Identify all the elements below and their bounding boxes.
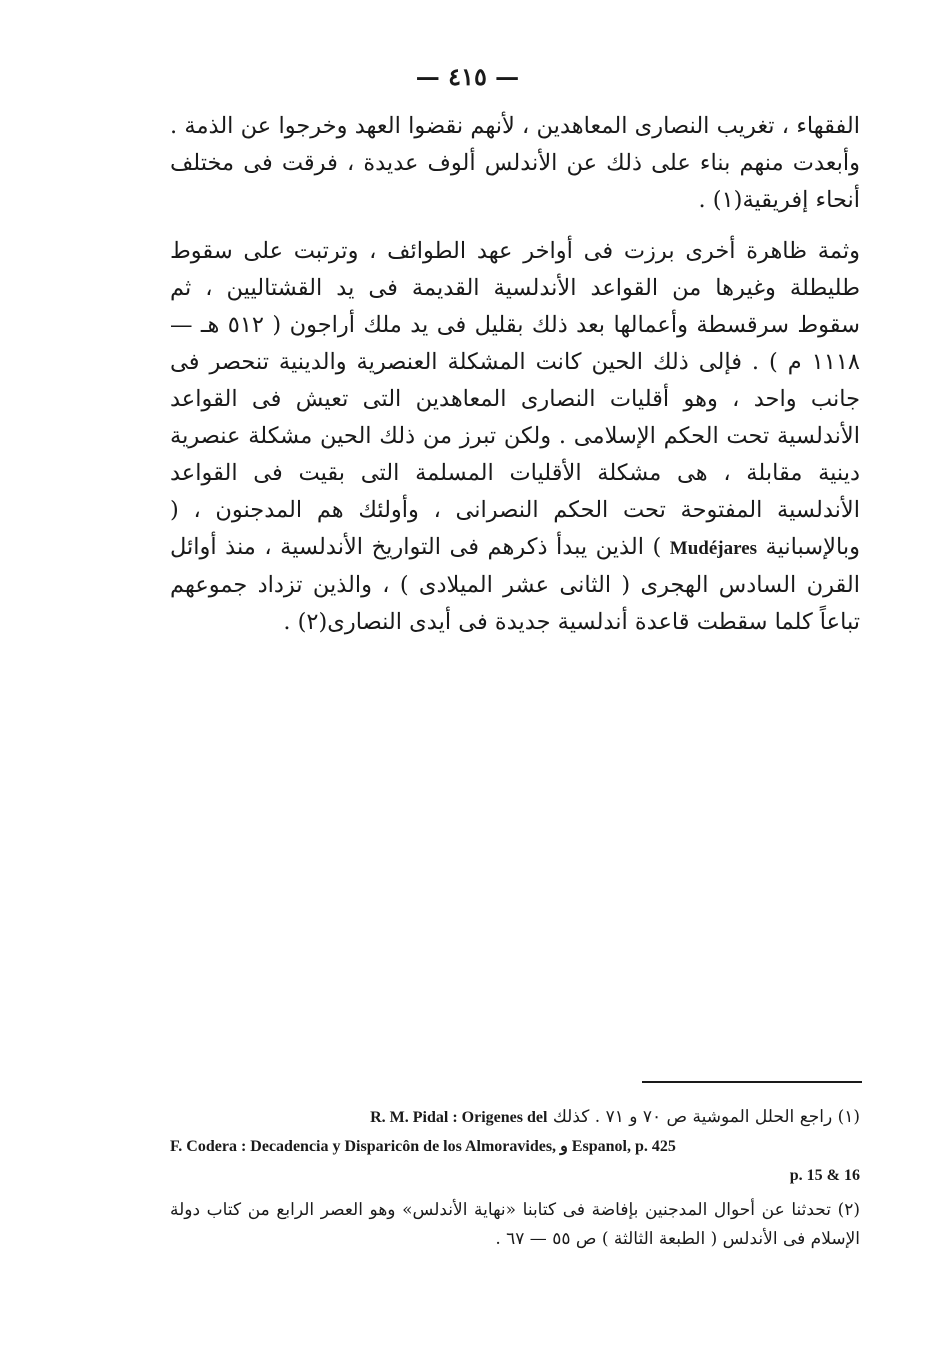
footnote-1-latin-a: R. M. Pidal : Origenes del [370, 1109, 548, 1126]
footnote-2: (٢) تحدثنا عن أحوال المدجنين بإفاضة فى كتابنا «نهاية الأندلس» وهو العصر الرابع من كتاب دولة الإسلام فى الأندلس ( الطبعة الثالثة ) ص ٥٥ — ٦٧ . [170, 1200, 860, 1249]
footnote-divider [642, 1081, 862, 1083]
footnotes [170, 1103, 860, 1254]
paragraph-2-end: ) الذين يبدأ ذكرهم فى التواريخ الأندلسية ، منذ أوائل القرن السادس الهجرى ( الثانى عشر الميلادى ) ، والذين تزداد جموعهم تباعاً كلما سقطت قاعدة أندلسية جديدة فى أيدى النصارى(٢) . [170, 534, 860, 635]
footnote-1-arabic: (١) راجع الحلل الموشية ص ٧٠ و ٧١ . كذلك [552, 1107, 860, 1127]
page-number: — ٤١٥ — [415, 62, 520, 91]
footnote-1-latin-c: p. 15 & 16 [789, 1167, 860, 1184]
mudejares-term: Mudéjares [669, 538, 758, 559]
main-text [170, 108, 860, 641]
footnote-1 [170, 1103, 860, 1132]
paragraph-1: الفقهاء ، تغريب النصارى المعاهدين ، لأنهم نقضوا العهد وخرجوا عن الذمة . وأبعدت منهم بناء على ذلك عن الأندلس ألوف عديدة ، فرقت فى مختلف أنحاء إفريقية(١) . [170, 113, 860, 213]
footnote-1-latin-b: F. Codera : Decadencia y Disparicôn de los Almoravides, و Espanol, p. 425 [170, 1138, 676, 1155]
paragraph-2 [170, 233, 860, 641]
paragraph-2-start: وثمة ظاهرة أخرى برزت فى أواخر عهد الطوائف ، وترتبت على سقوط طليطلة وغيرها من القواعد الأندلسية القديمة فى يد القشتاليين ، ثم سقوط سرقسطة وأعمالها بعد ذلك بقليل فى يد ملك أراجون ( ٥١٢ هـ — ١١١٨ م ) . فإلى ذلك الحين كانت المشكلة العنصرية والدينية تنحصر فى جانب واحد ، وهو أقليات النصارى المعاهدين التى تعيش فى القواعد الأندلسية تحت الحكم الإسلامى . ولكن تبرز من ذلك الحين مشكلة عنصرية دينية مقابلة ، هى مشكلة الأقليات المسلمة التى بقيت فى القواعد الأندلسية المفتوحة تحت الحكم النصرانى ، وأولئك هم المدجنون ، ( وبالإسبانية [170, 238, 861, 560]
